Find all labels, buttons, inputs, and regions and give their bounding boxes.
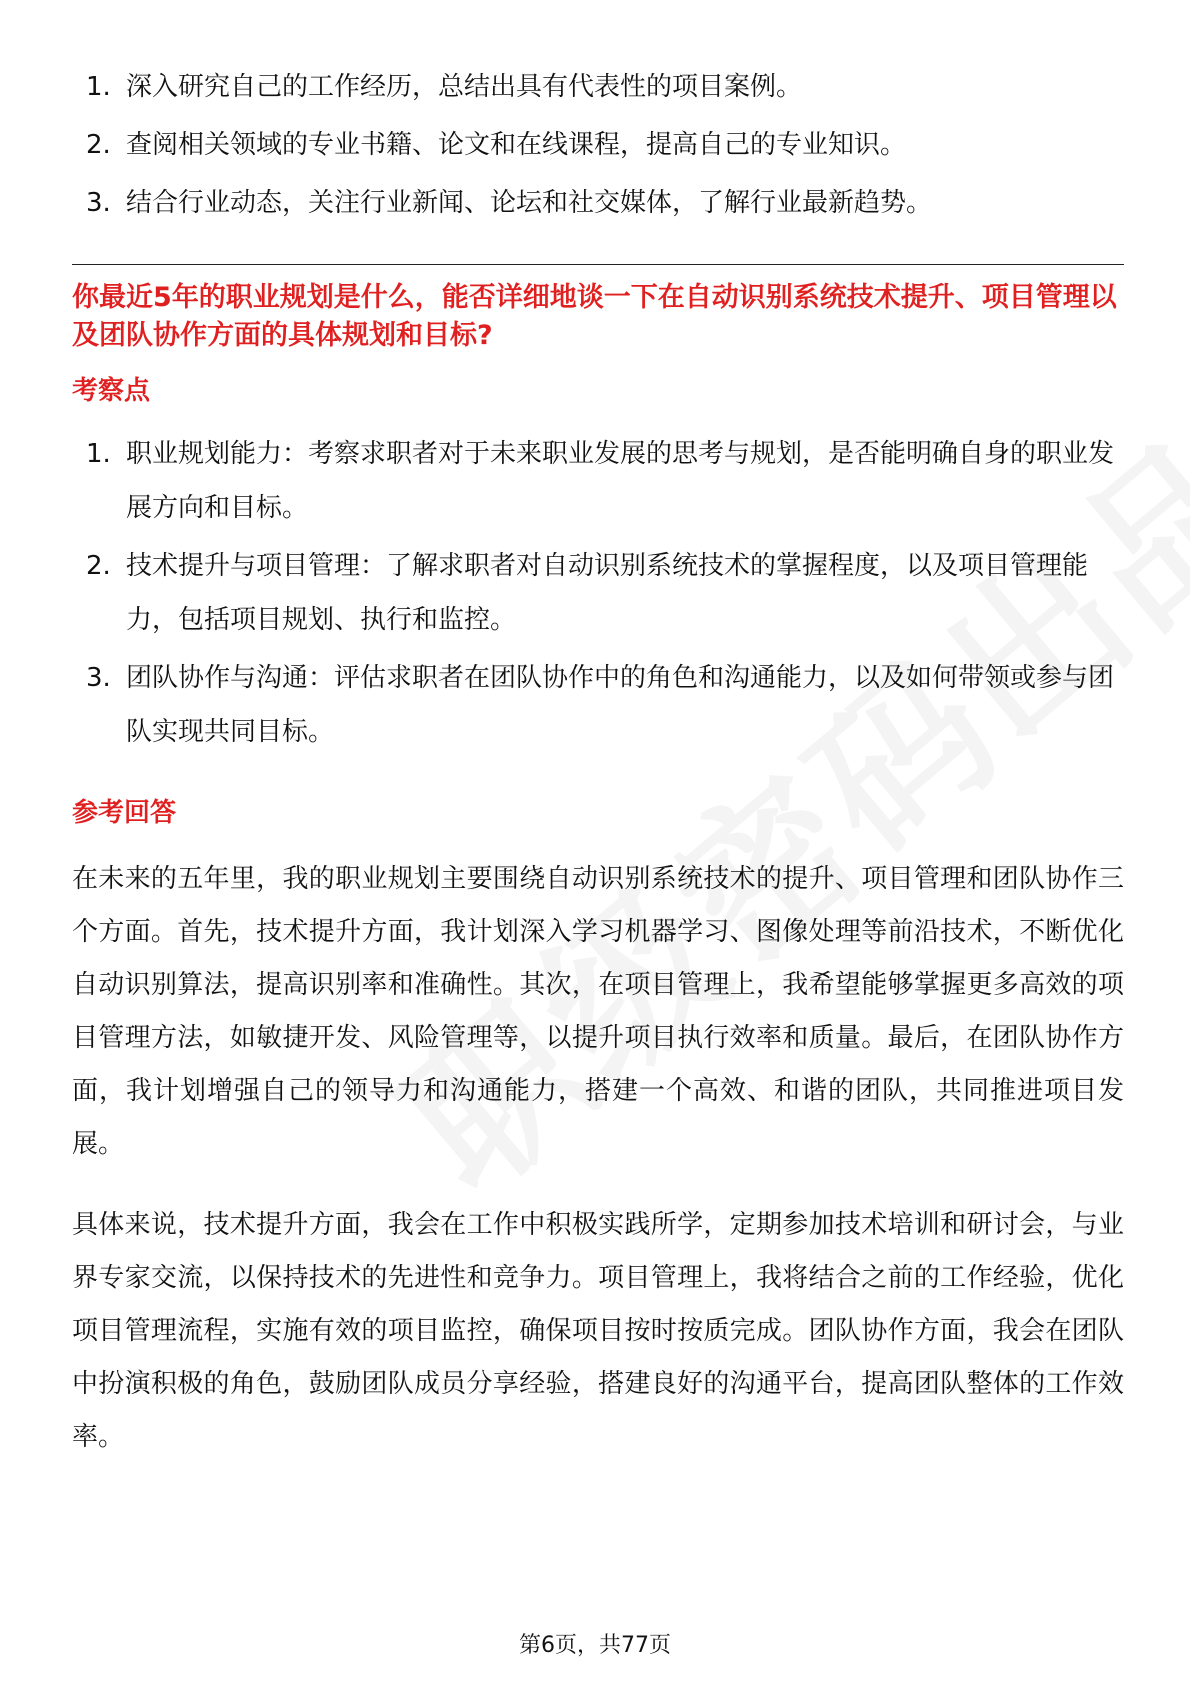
list-item-text: 技术提升与项目管理：了解求职者对自动识别系统技术的掌握程度，以及项目管理能力，包括项目规划、执行和监控。: [126, 551, 1089, 635]
list-item: [72, 651, 1124, 759]
section-divider: [72, 264, 1124, 265]
page-content: [72, 60, 1124, 1492]
list-item-text: 团队协作与沟通：评估求职者在团队协作中的角色和沟通能力，以及如何带领或参与团队实现共同目标。: [126, 663, 1115, 747]
answer-paragraph: 具体来说，技术提升方面，我会在工作中积极实践所学，定期参加技术培训和研讨会，与业界专家交流，以保持技术的先进性和竞争力。项目管理上，我将结合之前的工作经验，优化项目管理流程，实施有效的项目监控，确保项目按时按质完成。团队协作方面，我会在团队中扮演积极的角色，鼓励团队成员分享经验，搭建良好的沟通平台，提高团队整体的工作效率。: [72, 1210, 1124, 1452]
answer-paragraph: 在未来的五年里，我的职业规划主要围绕自动识别系统技术的提升、项目管理和团队协作三个方面。首先，技术提升方面，我计划深入学习机器学习、图像处理等前沿技术，不断优化自动识别算法，提高识别率和准确性。其次，在项目管理上，我希望能够掌握更多高效的项目管理方法，如敏捷开发、风险管理等，以提升项目执行效率和质量。最后，在团队协作方面，我计划增强自己的领导力和沟通能力，搭建一个高效、和谐的团队，共同推进项目发展。: [72, 864, 1124, 1159]
list-item-text: 职业规划能力：考察求职者对于未来职业发展的思考与规划，是否能明确自身的职业发展方向和目标。: [126, 439, 1115, 523]
exam-points-label: 考察点: [72, 376, 151, 406]
page-number: 第6页，共77页: [519, 1633, 671, 1658]
list-item: [72, 60, 1124, 114]
list-number: 3.: [86, 188, 111, 218]
top-list: [72, 60, 1124, 230]
list-item: [72, 539, 1124, 647]
list-item: [72, 427, 1124, 535]
list-number: 2.: [86, 130, 111, 160]
exam-points-list: [72, 427, 1124, 759]
list-number: 3.: [86, 663, 111, 693]
list-number: 1.: [86, 72, 111, 102]
list-item-text: 查阅相关领域的专业书籍、论文和在线课程，提高自己的专业知识。: [126, 130, 907, 160]
list-number: 2.: [86, 551, 111, 581]
list-number: 1.: [86, 439, 111, 469]
list-item: [72, 118, 1124, 172]
list-item: [72, 176, 1124, 230]
answer-label: 参考回答: [72, 798, 177, 828]
list-item-text: 结合行业动态，关注行业新闻、论坛和社交媒体，了解行业最新趋势。: [126, 188, 933, 218]
list-item-text: 深入研究自己的工作经历，总结出具有代表性的项目案例。: [126, 72, 803, 102]
question-heading: 你最近5年的职业规划是什么，能否详细地谈一下在自动识别系统技术提升、项目管理以及团队协作方面的具体规划和目标?: [72, 282, 1117, 351]
